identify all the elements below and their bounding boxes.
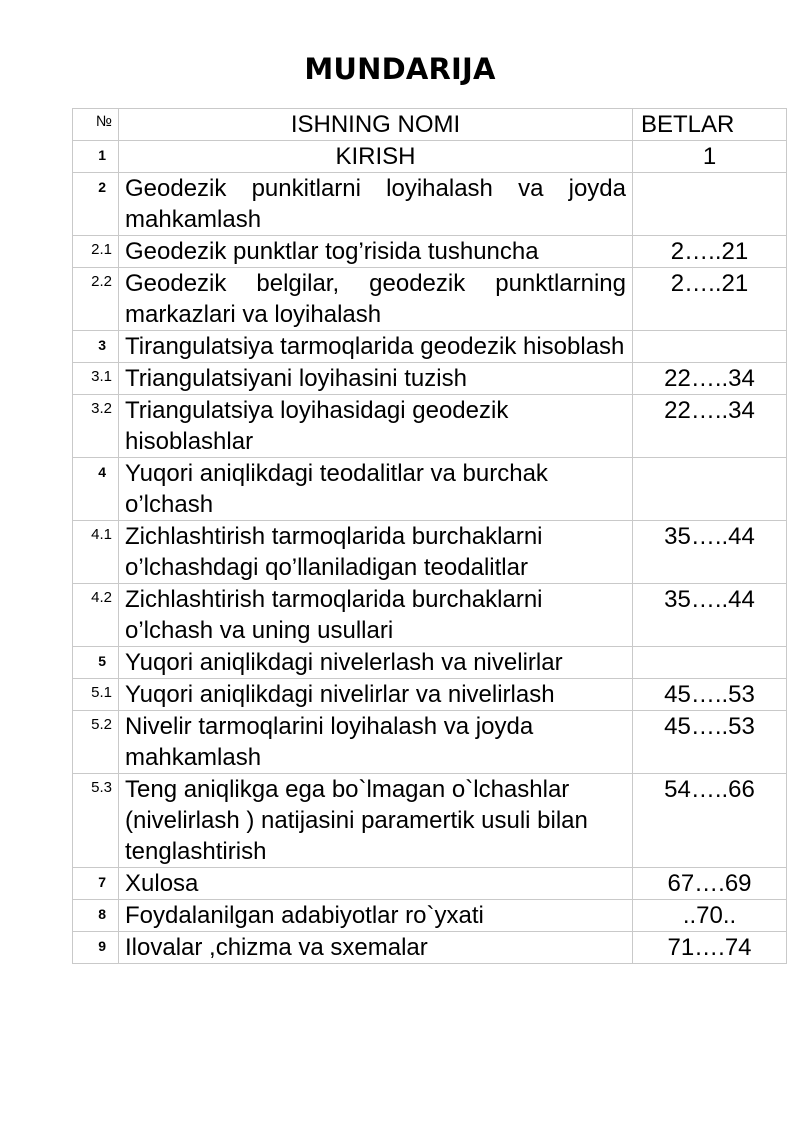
row-pages: 1	[633, 141, 787, 173]
row-pages: 71….74	[633, 932, 787, 964]
row-pages	[633, 331, 787, 363]
row-number: 8	[73, 900, 119, 932]
table-row	[73, 331, 787, 363]
table-row	[73, 521, 787, 584]
row-number: 9	[73, 932, 119, 964]
table-row	[73, 868, 787, 900]
header-title: ISHNING NOMI	[119, 109, 633, 141]
table-row	[73, 141, 787, 173]
row-number: 3.2	[73, 395, 119, 458]
table-row	[73, 363, 787, 395]
row-number: 2.1	[73, 236, 119, 268]
row-number: 3	[73, 331, 119, 363]
row-title: Zichlashtirish tarmoqlarida burchaklarni o’lchash va uning usullari	[119, 584, 633, 647]
row-title: Ilovalar ,chizma va sxemalar	[119, 932, 633, 964]
table-row	[73, 711, 787, 774]
row-title: KIRISH	[119, 141, 633, 173]
row-pages: ..70..	[633, 900, 787, 932]
table-row	[73, 458, 787, 521]
row-number: 3.1	[73, 363, 119, 395]
row-title: Nivelir tarmoqlarini loyihalash va joyda mahkamlash	[119, 711, 633, 774]
header-pages: BETLAR	[633, 109, 787, 141]
row-pages: 54…..66	[633, 774, 787, 868]
row-number: 5.2	[73, 711, 119, 774]
row-pages	[633, 458, 787, 521]
row-number: 4	[73, 458, 119, 521]
row-number: 5.3	[73, 774, 119, 868]
row-number: 5	[73, 647, 119, 679]
row-title: Geodezik belgilar, geodezik punktlarning markazlari va loyihalash	[119, 268, 633, 331]
row-title: Zichlashtirish tarmoqlarida burchaklarni o’lchashdagi qo’llaniladigan teodalitlar	[119, 521, 633, 584]
row-title: Teng aniqlikga ega bo`lmagan o`lchashlar (nivelirlash ) natijasini paramertik usuli bilan tenglashtirish	[119, 774, 633, 868]
row-title: Xulosa	[119, 868, 633, 900]
table-row	[73, 900, 787, 932]
row-number: 7	[73, 868, 119, 900]
table-header-row	[73, 109, 787, 141]
row-pages: 67….69	[633, 868, 787, 900]
table-row	[73, 774, 787, 868]
contents-table	[72, 108, 787, 964]
row-pages	[633, 173, 787, 236]
row-title: Yuqori aniqlikdagi nivelerlash va nivelirlar	[119, 647, 633, 679]
row-number: 5.1	[73, 679, 119, 711]
table-row	[73, 268, 787, 331]
row-title: Tirangulatsiya tarmoqlarida geodezik hisoblash	[119, 331, 633, 363]
table-row	[73, 679, 787, 711]
row-number: 1	[73, 141, 119, 173]
row-pages: 35…..44	[633, 584, 787, 647]
table-row	[73, 584, 787, 647]
table-row	[73, 395, 787, 458]
table-row	[73, 932, 787, 964]
row-pages: 35…..44	[633, 521, 787, 584]
row-pages: 22…..34	[633, 363, 787, 395]
row-title: Yuqori aniqlikdagi nivelirlar va nivelirlash	[119, 679, 633, 711]
row-title: Foydalanilgan adabiyotlar ro`yxati	[119, 900, 633, 932]
row-title: Triangulatsiyani loyihasini tuzish	[119, 363, 633, 395]
table-row	[73, 647, 787, 679]
row-pages: 2…..21	[633, 268, 787, 331]
row-title: Geodezik punktlar tog’risida tushuncha	[119, 236, 633, 268]
row-number: 2.2	[73, 268, 119, 331]
row-pages: 45…..53	[633, 679, 787, 711]
row-title: Yuqori aniqlikdagi teodalitlar va burchak o’lchash	[119, 458, 633, 521]
row-title: Triangulatsiya loyihasidagi geodezik hisoblashlar	[119, 395, 633, 458]
row-title: Geodezik punkitlarni loyihalash va joyda mahkamlash	[119, 173, 633, 236]
row-pages: 45…..53	[633, 711, 787, 774]
row-pages: 2…..21	[633, 236, 787, 268]
table-row	[73, 236, 787, 268]
row-pages	[633, 647, 787, 679]
table-row	[73, 173, 787, 236]
row-number: 4.2	[73, 584, 119, 647]
header-number: №	[73, 109, 119, 141]
row-number: 2	[73, 173, 119, 236]
row-number: 4.1	[73, 521, 119, 584]
row-pages: 22…..34	[633, 395, 787, 458]
page-title: MUNDARIJA	[304, 52, 496, 86]
